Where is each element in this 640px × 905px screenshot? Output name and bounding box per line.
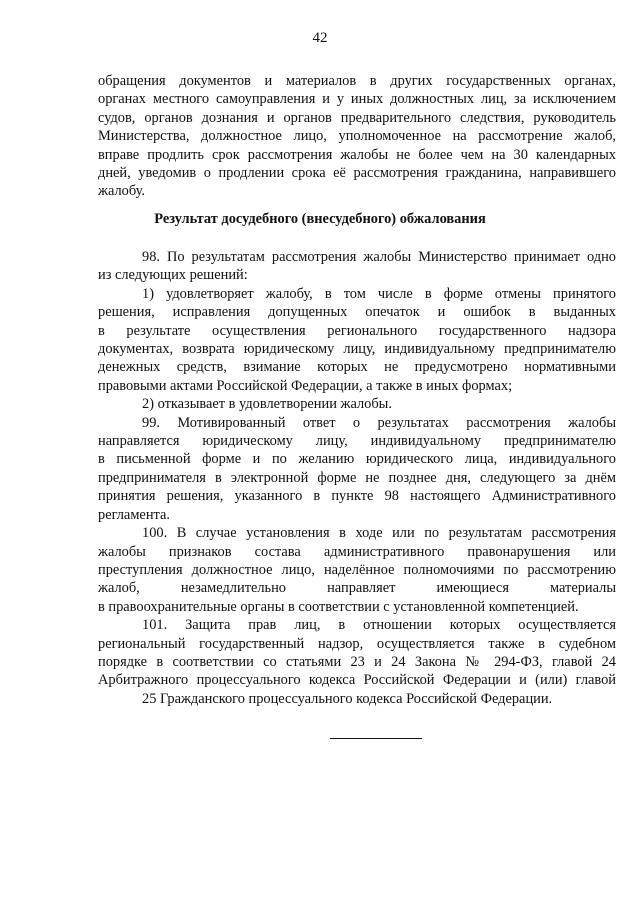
- text-line: 99. Мотивированный ответ о результатах рассмотрения жалобы: [142, 414, 616, 431]
- text-line: в результате осуществления регионального государственного надзора: [98, 322, 616, 339]
- text-line: направляется юридическому лицу, индивидуальному предпринимателю: [98, 433, 616, 450]
- text-line: денежных средств, взимание которых не предусмотрено нормативными: [98, 359, 616, 376]
- text-line: 2) отказывает в удовлетворении жалобы.: [142, 396, 392, 413]
- text-line: решения, исправления допущенных опечаток и ошибок в выданных: [98, 304, 616, 321]
- text-line: предпринимателя в электронной форме не позднее дня, следующего за днём: [98, 469, 616, 486]
- text-line: преступления должностное лицо, наделённое полномочиями по рассмотрению: [98, 561, 616, 578]
- text-line: судов, органов дознания и органов предварительного следствия, руководитель: [98, 109, 616, 126]
- section-heading: Результат досудебного (внесудебного) обжалования: [154, 211, 486, 227]
- text-line: жалобу.: [98, 183, 145, 200]
- text-line: в письменной форме и по желанию юридического лица, индивидуального: [98, 451, 616, 468]
- text-line: принятия решения, указанного в пункте 98 настоящего Административного: [98, 488, 616, 505]
- text-line: дней, уведомив о продлении срока её рассмотрения гражданина, направившего: [98, 165, 616, 182]
- text-line: жалобы признаков состава административного правонарушения или: [98, 543, 616, 560]
- text-line: из следующих решений:: [98, 267, 248, 284]
- text-line: Арбитражного процессуального кодекса Российской Федерации и (или) главой: [98, 672, 616, 689]
- text-line: в правоохранительные органы в соответствии с установленной компетенцией.: [98, 598, 579, 615]
- text-line: Министерства, должностное лицо, уполномоченное на рассмотрение жалоб,: [98, 128, 616, 145]
- text-line: вправе продлить срок рассмотрения жалобы не более чем на 30 календарных: [98, 146, 616, 163]
- section-body: [98, 248, 616, 708]
- page-number: 42: [312, 30, 328, 46]
- text-line: регламента.: [98, 506, 170, 523]
- end-rule: [330, 738, 422, 739]
- text-line: органах местного самоуправления и у иных должностных лиц, за исключением: [98, 91, 616, 108]
- text-line: 101. Защита прав лиц, в отношении которых осуществляется: [142, 617, 616, 634]
- intro-paragraph: [98, 72, 616, 201]
- text-line: 100. В случае установления в ходе или по результатам рассмотрения: [142, 525, 616, 542]
- text-line: 25 Гражданского процессуального кодекса Российской Федерации.: [142, 690, 553, 707]
- text-line: правовыми актами Российской Федерации, а также в иных формах;: [98, 377, 513, 394]
- text-line: обращения документов и материалов в других государственных органах,: [98, 73, 616, 89]
- text-line: региональный государственный надзор, осуществляется также в судебном: [98, 635, 616, 652]
- text-line: жалоб, незамедлительно направляет имеющиеся материалы: [98, 580, 616, 597]
- text-line: порядке в соответствии со статьями 23 и 24 Закона № 294-ФЗ, главой 24: [98, 653, 616, 670]
- text-line: документах, возврата юридическому лицу, индивидуальному предпринимателю: [98, 341, 616, 358]
- text-line: 1) удовлетворяет жалобу, в том числе в форме отмены принятого: [142, 285, 616, 302]
- text-line: 98. По результатам рассмотрения жалобы Министерство принимает одно: [142, 249, 616, 265]
